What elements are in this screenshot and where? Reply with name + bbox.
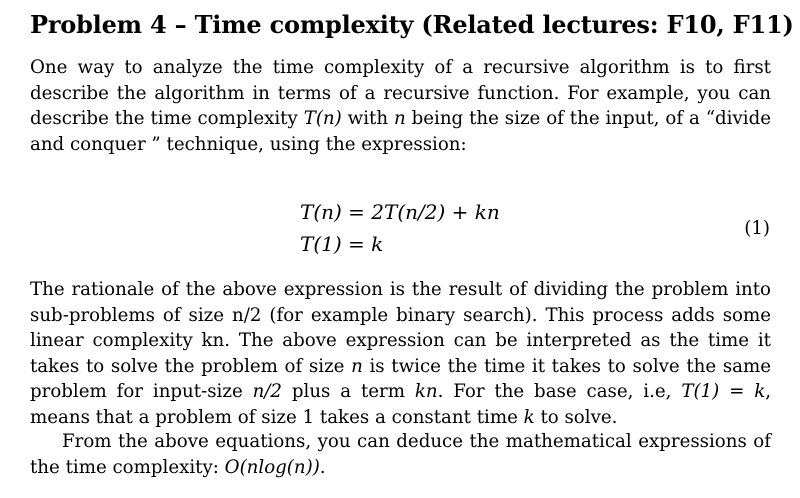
- intro-math-Tn: T(n): [303, 108, 342, 129]
- rationale-math-n: n: [351, 355, 363, 377]
- equation-line-2: T(1) = k: [300, 232, 384, 256]
- conclusion-text-1: From the above equations, you can deduce the mathematical expressions of the time complexity:: [30, 431, 771, 478]
- intro-text-3: being the size of the input, of a “divide and conquer ” technique, using the expression:: [30, 108, 771, 155]
- rationale-text-4: . For the base case, i.e,: [437, 381, 682, 402]
- conclusion-paragraph: [30, 429, 771, 480]
- rationale-math-kn: kn: [414, 381, 438, 402]
- intro-text-2: with: [341, 108, 394, 129]
- rationale-math-n-half: n/2: [252, 381, 283, 402]
- equation-number: (1): [744, 218, 770, 239]
- rationale-text-3: plus a term: [282, 381, 415, 402]
- equation-base-case: [300, 231, 383, 257]
- equation-recurrence: [300, 199, 500, 225]
- equation-line-1: T(n) = 2T(n/2) + kn: [300, 200, 500, 224]
- rationale-math-k: k: [523, 406, 535, 428]
- rationale-text-5: , means that a problem of size 1 takes a constant time: [30, 381, 772, 428]
- intro-math-n: n: [393, 108, 406, 129]
- rationale-text-1: The rationale of the above expression is the result of dividing the problem into sub-problems of size n/2 (for example binary search). This process adds some linear complexity kn. The above expression can be interpreted as the time it takes to solve the problem of size: [30, 279, 771, 377]
- intro-paragraph: [30, 55, 771, 157]
- rationale-text-6: to solve.: [534, 406, 618, 428]
- problem-title: Problem 4 – Time complexity (Related lectures: F10, F11): [30, 10, 794, 39]
- intro-text-1: One way to analyze the time complexity of a recursive algorithm is to first describe the algorithm in terms of a recursive function. For example, you can describe the time complexity: [30, 57, 771, 129]
- rationale-math-base-case: T(1) = k: [681, 381, 766, 402]
- rationale-paragraph: [30, 277, 771, 430]
- conclusion-text-2: .: [319, 456, 326, 478]
- conclusion-math-big-o: O(nlog(n)): [224, 456, 320, 478]
- rationale-text-2: is twice the time it takes to solve the same problem for input-size: [30, 355, 771, 402]
